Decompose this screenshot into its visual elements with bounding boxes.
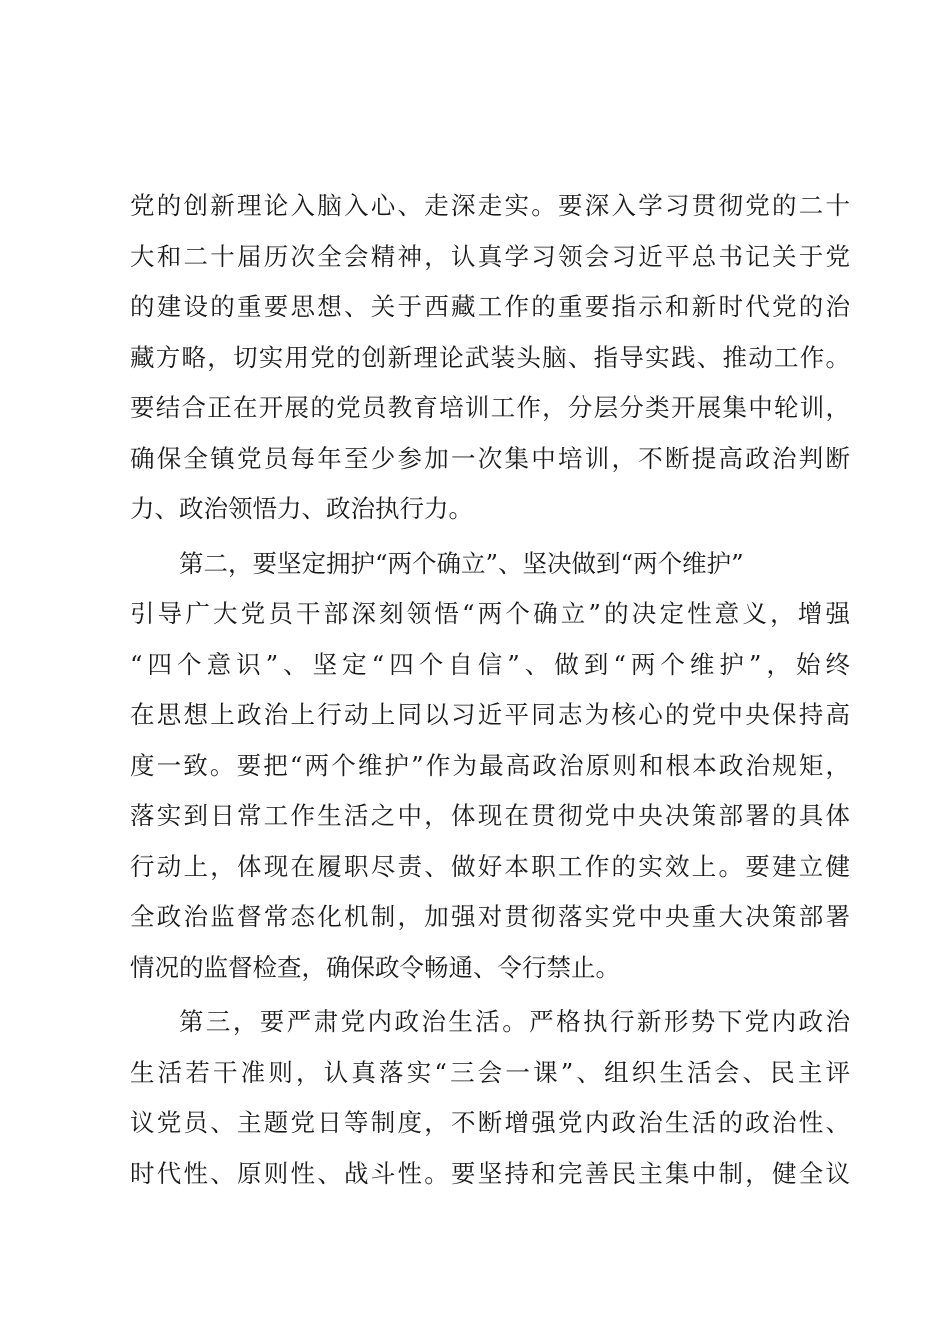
text-line: 度一致。要把“两个维护”作为最高政治原则和根本政治规矩， — [130, 750, 850, 780]
text-line: 的建设的重要思想、关于西藏工作的重要指示和新时代党的治 — [130, 292, 850, 321]
paragraph-heading-line: 第二，要坚定拥护“两个确立”、坚决做到“两个维护” — [179, 548, 744, 578]
paragraph-3 — [130, 997, 850, 1199]
text-line: 行动上，体现在履职尽责、做好本职工作的实效上。要建立健 — [130, 851, 850, 881]
text-line: 力、政治领悟力、政治执行力。 — [130, 494, 473, 523]
text-line: “四个意识”、坚定“四个自信”、做到“两个维护”，始终 — [130, 649, 850, 679]
text-line: 大和二十届历次全会精神，认真学习领会习近平总书记关于党 — [130, 241, 850, 271]
text-line: 要结合正在开展的党员教育培训工作，分层分类开展集中轮训， — [130, 393, 850, 422]
text-line: 议党员、主题党日等制度，不断增强党内政治生活的政治性、 — [130, 1108, 850, 1137]
text-line: 在思想上政治上行动上同以习近平同志为核心的党中央保持高 — [130, 700, 850, 729]
text-line: 全政治监督常态化机制，加强对贯彻落实党中央重大决策部署 — [130, 902, 850, 931]
text-line: 情况的监督检查，确保政令畅通、令行禁止。 — [130, 952, 620, 982]
text-line: 确保全镇党员每年至少参加一次集中培训，不断提高政治判断 — [130, 443, 850, 473]
document-body — [130, 181, 850, 1199]
text-line: 落实到日常工作生活之中，体现在贯彻党中央决策部署的具体 — [130, 801, 850, 830]
paragraph-2 — [130, 539, 850, 994]
text-line: 生活若干准则，认真落实“三会一课”、组织生活会、民主评 — [130, 1057, 850, 1087]
text-line: 时代性、原则性、战斗性。要坚持和完善民主集中制，健全议 — [130, 1158, 850, 1188]
text-line: 党的创新理论入脑入心、走深走实。要深入学习贯彻党的二十 — [130, 191, 850, 220]
text-line: 藏方略，切实用党的创新理论武装头脑、指导实践、推动工作。 — [130, 342, 850, 372]
text-line: 引导广大党员干部深刻领悟“两个确立”的决定性意义，增强 — [130, 599, 850, 628]
paragraph-heading-line: 第三，要严肃党内政治生活。严格执行新形势下党内政治 — [179, 1007, 850, 1036]
paragraph-1 — [130, 181, 850, 535]
